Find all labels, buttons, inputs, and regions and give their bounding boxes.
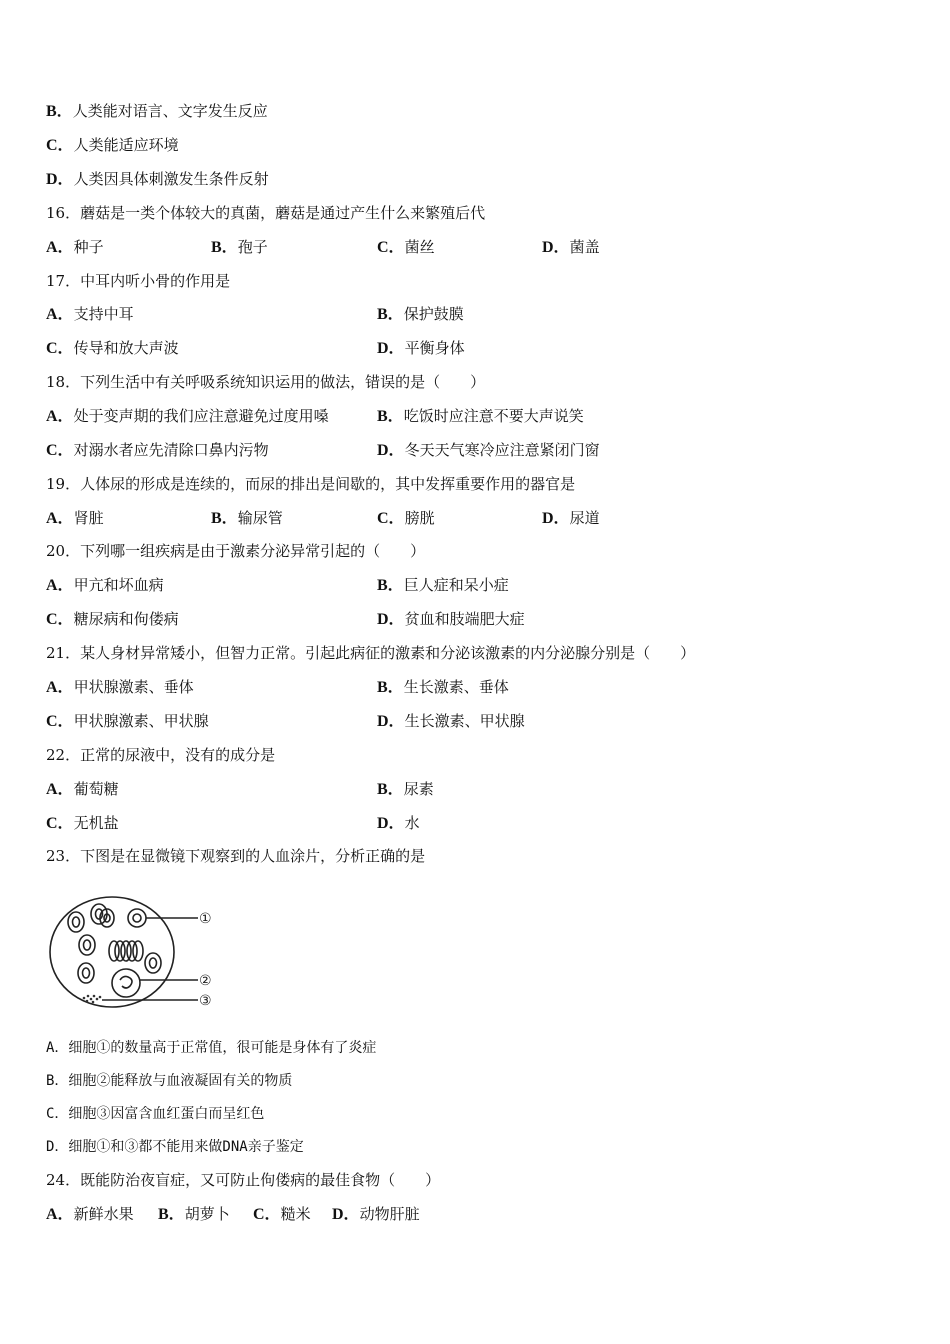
q19-option-d xyxy=(542,508,600,529)
option-letter: B． xyxy=(377,577,404,594)
option-text: 保护鼓膜 xyxy=(403,305,464,323)
q16-stem: 16．蘑菇是一类个体较大的真菌，蘑菇是通过产生什么来繁殖后代 xyxy=(46,204,486,222)
q22-option-b xyxy=(377,779,434,800)
option-text: 吃饭时应注意不要大声说笑 xyxy=(403,407,584,425)
option-letter: D． xyxy=(332,1206,360,1223)
option-text: 葡萄糖 xyxy=(73,780,119,798)
option-letter: C． xyxy=(46,442,74,459)
red-blood-cell xyxy=(68,912,84,932)
q21-option-b xyxy=(377,677,509,698)
q23-option-d: D．细胞①和③都不能用来做DNA亲子鉴定 xyxy=(46,1139,304,1155)
red-blood-cell-center xyxy=(150,958,157,968)
q17-stem: 17．中耳内听小骨的作用是 xyxy=(46,272,231,290)
option-text: 巨人症和呆小症 xyxy=(403,576,509,594)
option-letter: C． xyxy=(46,340,74,357)
option-letter: C． xyxy=(377,239,405,256)
option-text: 处于变声期的我们应注意避免过度用嗓 xyxy=(73,407,329,425)
option-letter: D． xyxy=(377,340,405,357)
q18-option-a xyxy=(46,406,329,427)
option-letter: B． xyxy=(377,679,404,696)
q16-option-c xyxy=(377,237,435,258)
q17-option-a xyxy=(46,304,134,325)
q21-option-d xyxy=(377,711,525,732)
red-blood-cell-1-center xyxy=(133,914,141,922)
option-letter: D． xyxy=(542,239,570,256)
option-text: 支持中耳 xyxy=(73,305,134,323)
q23-stem: 23．下图是在显微镜下观察到的人血涂片，分析正确的是 xyxy=(46,847,426,865)
option-letter: A． xyxy=(46,577,74,594)
q15-option-d xyxy=(46,169,269,190)
option-text: 动物肝脏 xyxy=(359,1205,420,1223)
white-blood-cell-2 xyxy=(112,969,140,997)
option-text: 水 xyxy=(404,814,420,832)
q20-option-b xyxy=(377,575,509,596)
option-text: 种子 xyxy=(73,238,104,256)
q15-option-c xyxy=(46,135,179,156)
option-text: 生长激素、垂体 xyxy=(403,678,509,696)
q20-option-a xyxy=(46,575,164,596)
option-text: 人类能适应环境 xyxy=(73,136,179,154)
rouleaux-cell xyxy=(133,941,143,961)
option-letter: D． xyxy=(377,713,405,730)
q20-stem: 20．下列哪一组疾病是由于激素分泌异常引起的（ ） xyxy=(46,542,426,560)
q24-option-d xyxy=(332,1204,420,1225)
option-letter: B． xyxy=(377,408,404,425)
option-letter: D． xyxy=(542,510,570,527)
option-letter: B． xyxy=(158,1206,185,1223)
option-text: 甲状腺激素、甲状腺 xyxy=(73,712,209,730)
q18-option-c xyxy=(46,440,269,461)
option-text: 甲亢和坏血病 xyxy=(73,576,164,594)
red-blood-cell xyxy=(79,935,95,955)
option-letter: A． xyxy=(46,306,74,323)
rouleaux-cell xyxy=(115,941,125,961)
q21-stem: 21．某人身材异常矮小，但智力正常。引起此病征的激素和分泌该激素的内分泌腺分别是（ ） xyxy=(46,644,696,662)
red-blood-cell xyxy=(145,953,161,973)
option-letter: A． xyxy=(46,408,74,425)
option-text: 糖尿病和佝偻病 xyxy=(73,610,179,628)
q19-stem: 19．人体尿的形成是连续的，而尿的排出是间歇的，其中发挥重要作用的器官是 xyxy=(46,475,576,493)
option-letter: C． xyxy=(46,815,74,832)
option-letter: B． xyxy=(211,510,238,527)
q24-option-b xyxy=(158,1204,230,1225)
option-text: 人类因具体刺激发生条件反射 xyxy=(73,170,269,188)
q19-option-b xyxy=(211,508,283,529)
figure-label-3: ③ xyxy=(199,993,212,1009)
option-letter: B． xyxy=(211,239,238,256)
white-blood-cell-nucleus xyxy=(120,976,132,988)
option-letter: C． xyxy=(46,137,74,154)
red-blood-cell-center xyxy=(84,940,91,950)
option-text: 无机盐 xyxy=(73,814,119,832)
option-letter: B． xyxy=(377,781,404,798)
option-letter: A． xyxy=(46,1206,74,1223)
q19-option-a xyxy=(46,508,104,529)
q16-option-a xyxy=(46,237,104,258)
q23-option-a: A．细胞①的数量高于正常值，很可能是身体有了炎症 xyxy=(46,1040,377,1056)
red-blood-cell-center xyxy=(73,917,80,927)
option-letter: C． xyxy=(377,510,405,527)
q22-option-c xyxy=(46,813,119,834)
q19-option-c xyxy=(377,508,435,529)
option-letter: A． xyxy=(46,679,74,696)
microscope-field-circle xyxy=(50,897,174,1007)
q18-option-d xyxy=(377,440,600,461)
option-text: 生长激素、甲状腺 xyxy=(404,712,525,730)
option-letter: D． xyxy=(377,611,405,628)
option-text: 肾脏 xyxy=(73,509,104,527)
option-letter: D． xyxy=(377,442,405,459)
q17-option-b xyxy=(377,304,464,325)
option-text: 尿素 xyxy=(403,780,434,798)
q20-option-c xyxy=(46,609,179,630)
option-letter: C． xyxy=(253,1206,281,1223)
figure-label-1: ① xyxy=(199,911,212,927)
rouleaux-cell xyxy=(121,941,131,961)
q23-option-b: B．细胞②能释放与血液凝固有关的物质 xyxy=(46,1073,293,1089)
option-text: 传导和放大声波 xyxy=(73,339,179,357)
option-text: 甲状腺激素、垂体 xyxy=(73,678,194,696)
q16-option-b xyxy=(211,237,268,258)
option-text: 膀胱 xyxy=(404,509,435,527)
option-text: 尿道 xyxy=(569,509,600,527)
figure-label-2: ② xyxy=(199,973,212,989)
red-blood-cell-center xyxy=(83,968,90,978)
option-letter: A． xyxy=(46,239,74,256)
option-text: 菌丝 xyxy=(404,238,435,256)
option-letter: B． xyxy=(46,103,73,120)
option-text: 人类能对语言、文字发生反应 xyxy=(72,102,268,120)
option-text: 菌盖 xyxy=(569,238,600,256)
q23-option-c: C．细胞③因富含血红蛋白而呈红色 xyxy=(46,1106,265,1122)
rouleaux-cell xyxy=(127,941,137,961)
q18-stem: 18．下列生活中有关呼吸系统知识运用的做法，错误的是（ ） xyxy=(46,373,486,391)
q16-option-d xyxy=(542,237,600,258)
option-letter: A． xyxy=(46,781,74,798)
option-text: 对溺水者应先清除口鼻内污物 xyxy=(73,441,269,459)
q24-stem: 24．既能防治夜盲症，又可防止佝偻病的最佳食物（ ） xyxy=(46,1171,441,1189)
q17-option-d xyxy=(377,338,465,359)
q21-option-a xyxy=(46,677,194,698)
q22-option-a xyxy=(46,779,119,800)
option-text: 输尿管 xyxy=(237,509,283,527)
rouleaux-cell xyxy=(109,941,119,961)
option-text: 平衡身体 xyxy=(404,339,465,357)
red-blood-cell-1 xyxy=(128,909,146,927)
option-letter: C． xyxy=(46,713,74,730)
option-letter: C． xyxy=(46,611,74,628)
q24-option-c xyxy=(253,1204,311,1225)
option-letter: A． xyxy=(46,510,74,527)
option-letter: B． xyxy=(377,306,404,323)
blood-smear-diagram xyxy=(44,888,234,1018)
q17-option-c xyxy=(46,338,179,359)
option-text: 胡萝卜 xyxy=(184,1205,230,1223)
option-text: 冬天天气寒冷应注意紧闭门窗 xyxy=(404,441,600,459)
q20-option-d xyxy=(377,609,525,630)
blood-smear-figure xyxy=(44,888,234,1018)
option-letter: D． xyxy=(377,815,405,832)
q18-option-b xyxy=(377,406,584,427)
red-blood-cell xyxy=(78,963,94,983)
option-text: 孢子 xyxy=(237,238,268,256)
q21-option-c xyxy=(46,711,209,732)
q15-option-b xyxy=(46,101,268,122)
q24-option-a xyxy=(46,1204,134,1225)
option-letter: D． xyxy=(46,171,74,188)
q22-stem: 22．正常的尿液中，没有的成分是 xyxy=(46,746,276,764)
q22-option-d xyxy=(377,813,420,834)
option-text: 新鲜水果 xyxy=(73,1205,134,1223)
option-text: 糙米 xyxy=(280,1205,311,1223)
option-text: 贫血和肢端肥大症 xyxy=(404,610,525,628)
